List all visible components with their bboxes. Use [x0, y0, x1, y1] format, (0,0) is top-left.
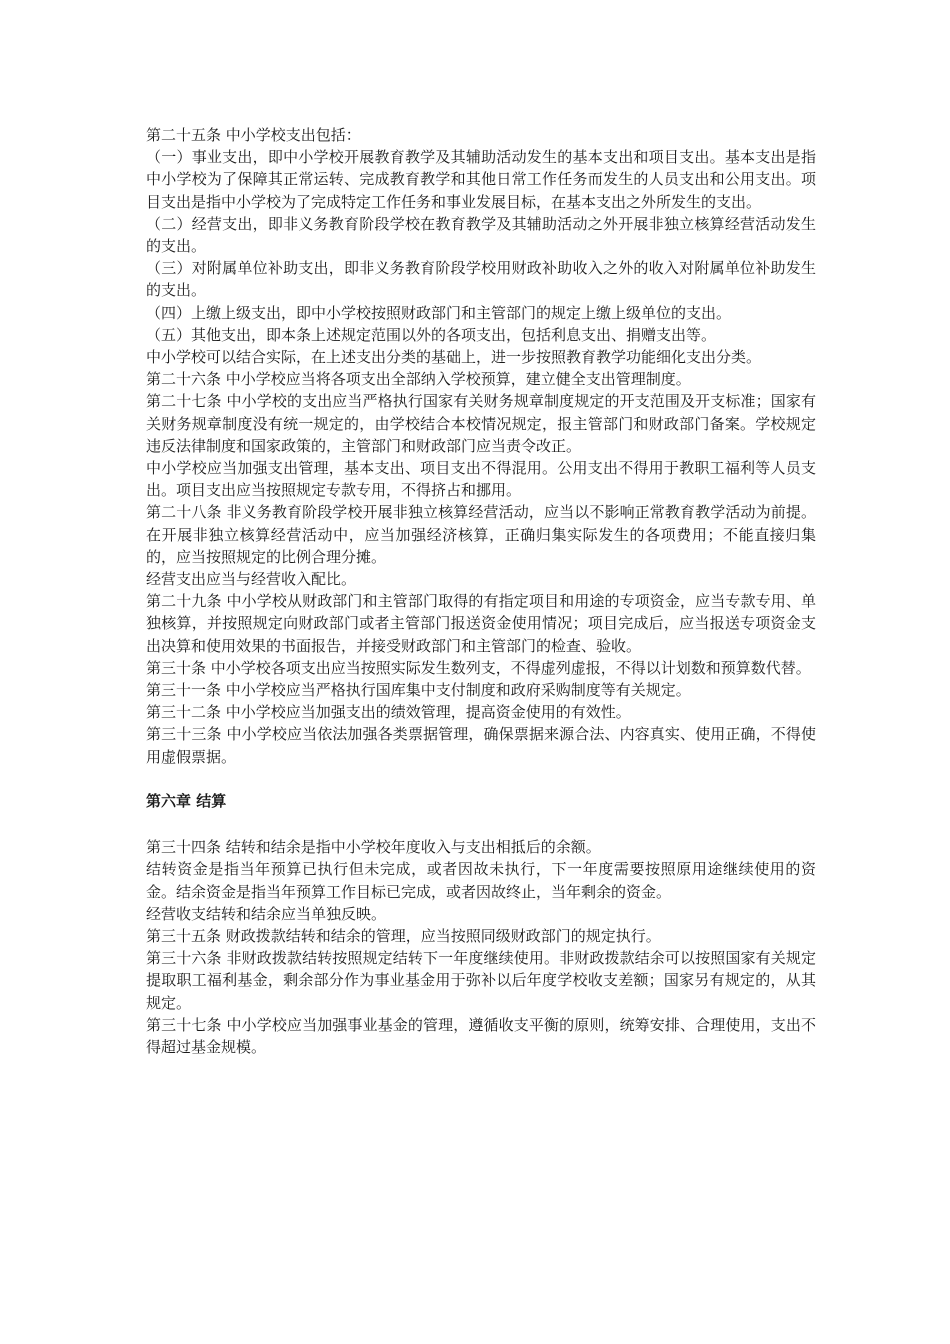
- expenditure-section: [146, 124, 816, 768]
- paragraph-article-36: 第三十六条 非财政拨款结转按照规定结转下一年度继续使用。非财政拨款结余可以按照国家有关规定提取职工福利基金，剩余部分作为事业基金用于弥补以后年度学校收支差额；国家另有规定的，从其规定。: [146, 949, 816, 1012]
- paragraph-article-33: 第三十三条 中小学校应当依法加强各类票据管理，确保票据来源合法、内容真实、使用正确，不得使用虚假票据。: [146, 725, 816, 766]
- paragraph-article-27: 第二十七条 中小学校的支出应当严格执行国家有关财务规章制度规定的开支范围及开支标准；国家有关财务规章制度没有统一规定的，由学校结合本校情况规定，报主管部门和财政部门备案。学校规定违反法律制度和国家政策的，主管部门和财政部门应当责令改正。: [146, 392, 816, 455]
- paragraph-article-37: 第三十七条 中小学校应当加强事业基金的管理，遵循收支平衡的原则，统筹安排、合理使用，支出不得超过基金规模。: [146, 1015, 816, 1056]
- document-page: [146, 124, 816, 1058]
- paragraph-article-30: 第三十条 中小学校各项支出应当按照实际发生数列支，不得虚列虚报，不得以计划数和预算数代替。: [146, 658, 811, 677]
- paragraph-operating-matching: 经营支出应当与经营收入配比。: [146, 570, 357, 589]
- paragraph-article-29: 第二十九条 中小学校从财政部门和主管部门取得的有指定项目和用途的专项资金，应当专款专用、单独核算，并按照规定向财政部门或者主管部门报送资金使用情况；项目完成后，应当报送专项资金支出决算和使用效果的书面报告，并接受财政部门和主管部门的检查、验收。: [146, 592, 816, 655]
- paragraph-article-31: 第三十一条 中小学校应当严格执行国库集中支付制度和政府采购制度等有关规定。: [146, 681, 691, 700]
- paragraph-article-35: 第三十五条 财政拨款结转和结余的管理，应当按照同级财政部门的规定执行。: [146, 926, 661, 945]
- paragraph-classification: 中小学校可以结合实际，在上述支出分类的基础上，进一步按照教育教学功能细化支出分类。: [146, 348, 762, 367]
- paragraph-separate-reporting: 经营收支结转和结余应当单独反映。: [146, 904, 387, 923]
- paragraph-article-32: 第三十二条 中小学校应当加强支出的绩效管理，提高资金使用的有效性。: [146, 703, 631, 722]
- paragraph-article-34: 第三十四条 结转和结余是指中小学校年度收入与支出相抵后的余额。: [146, 838, 601, 857]
- paragraph-article-26: 第二十六条 中小学校应当将各项支出全部纳入学校预算，建立健全支出管理制度。: [146, 370, 691, 389]
- paragraph-article-28: 第二十八条 非义务教育阶段学校开展非独立核算经营活动，应当以不影响正常教育教学活动为前提。在开展非独立核算经营活动中，应当加强经济核算，正确归集实际发生的各项费用；不能直接归集的，应当按照规定的比例合理分摊。: [146, 503, 816, 566]
- chapter-heading: 第六章 结算: [146, 791, 227, 810]
- paragraph-subsidy-expenditure: （三）对附属单位补助支出，即非义务教育阶段学校用财政补助收入之外的收入对附属单位补助发生的支出。: [146, 259, 816, 300]
- paragraph-business-expenditure: （一）事业支出，即中小学校开展教育教学及其辅助活动发生的基本支出和项目支出。基本支出是指中小学校为了保障其正常运转、完成教育教学和其他日常工作任务而发生的人员支出和公用支出。项目支出是指中小学校为了完成特定工作任务和事业发展目标，在基本支出之外所发生的支出。: [146, 148, 816, 211]
- paragraph-remittance-expenditure: （四）上缴上级支出，即中小学校按照财政部门和主管部门的规定上缴上级单位的支出。: [146, 303, 732, 322]
- paragraph-article-25: 第二十五条 中小学校支出包括：: [146, 126, 361, 144]
- paragraph-other-expenditure: （五）其他支出，即本条上述规定范围以外的各项支出，包括利息支出、捐赠支出等。: [146, 325, 717, 344]
- paragraph-operating-expenditure: （二）经营支出，即非义务教育阶段学校在教育教学及其辅助活动之外开展非独立核算经营活动发生的支出。: [146, 214, 816, 256]
- paragraph-carryover-definition: 结转资金是指当年预算已执行但未完成，或者因故未执行，下一年度需要按照原用途继续使用的资金。结余资金是指当年预算工作目标已完成，或者因故终止，当年剩余的资金。: [146, 860, 816, 901]
- settlement-section: [146, 836, 816, 1058]
- paragraph-expenditure-management: 中小学校应当加强支出管理，基本支出、项目支出不得混用。公用支出不得用于教职工福利等人员支出。项目支出应当按照规定专款专用，不得挤占和挪用。: [146, 459, 816, 500]
